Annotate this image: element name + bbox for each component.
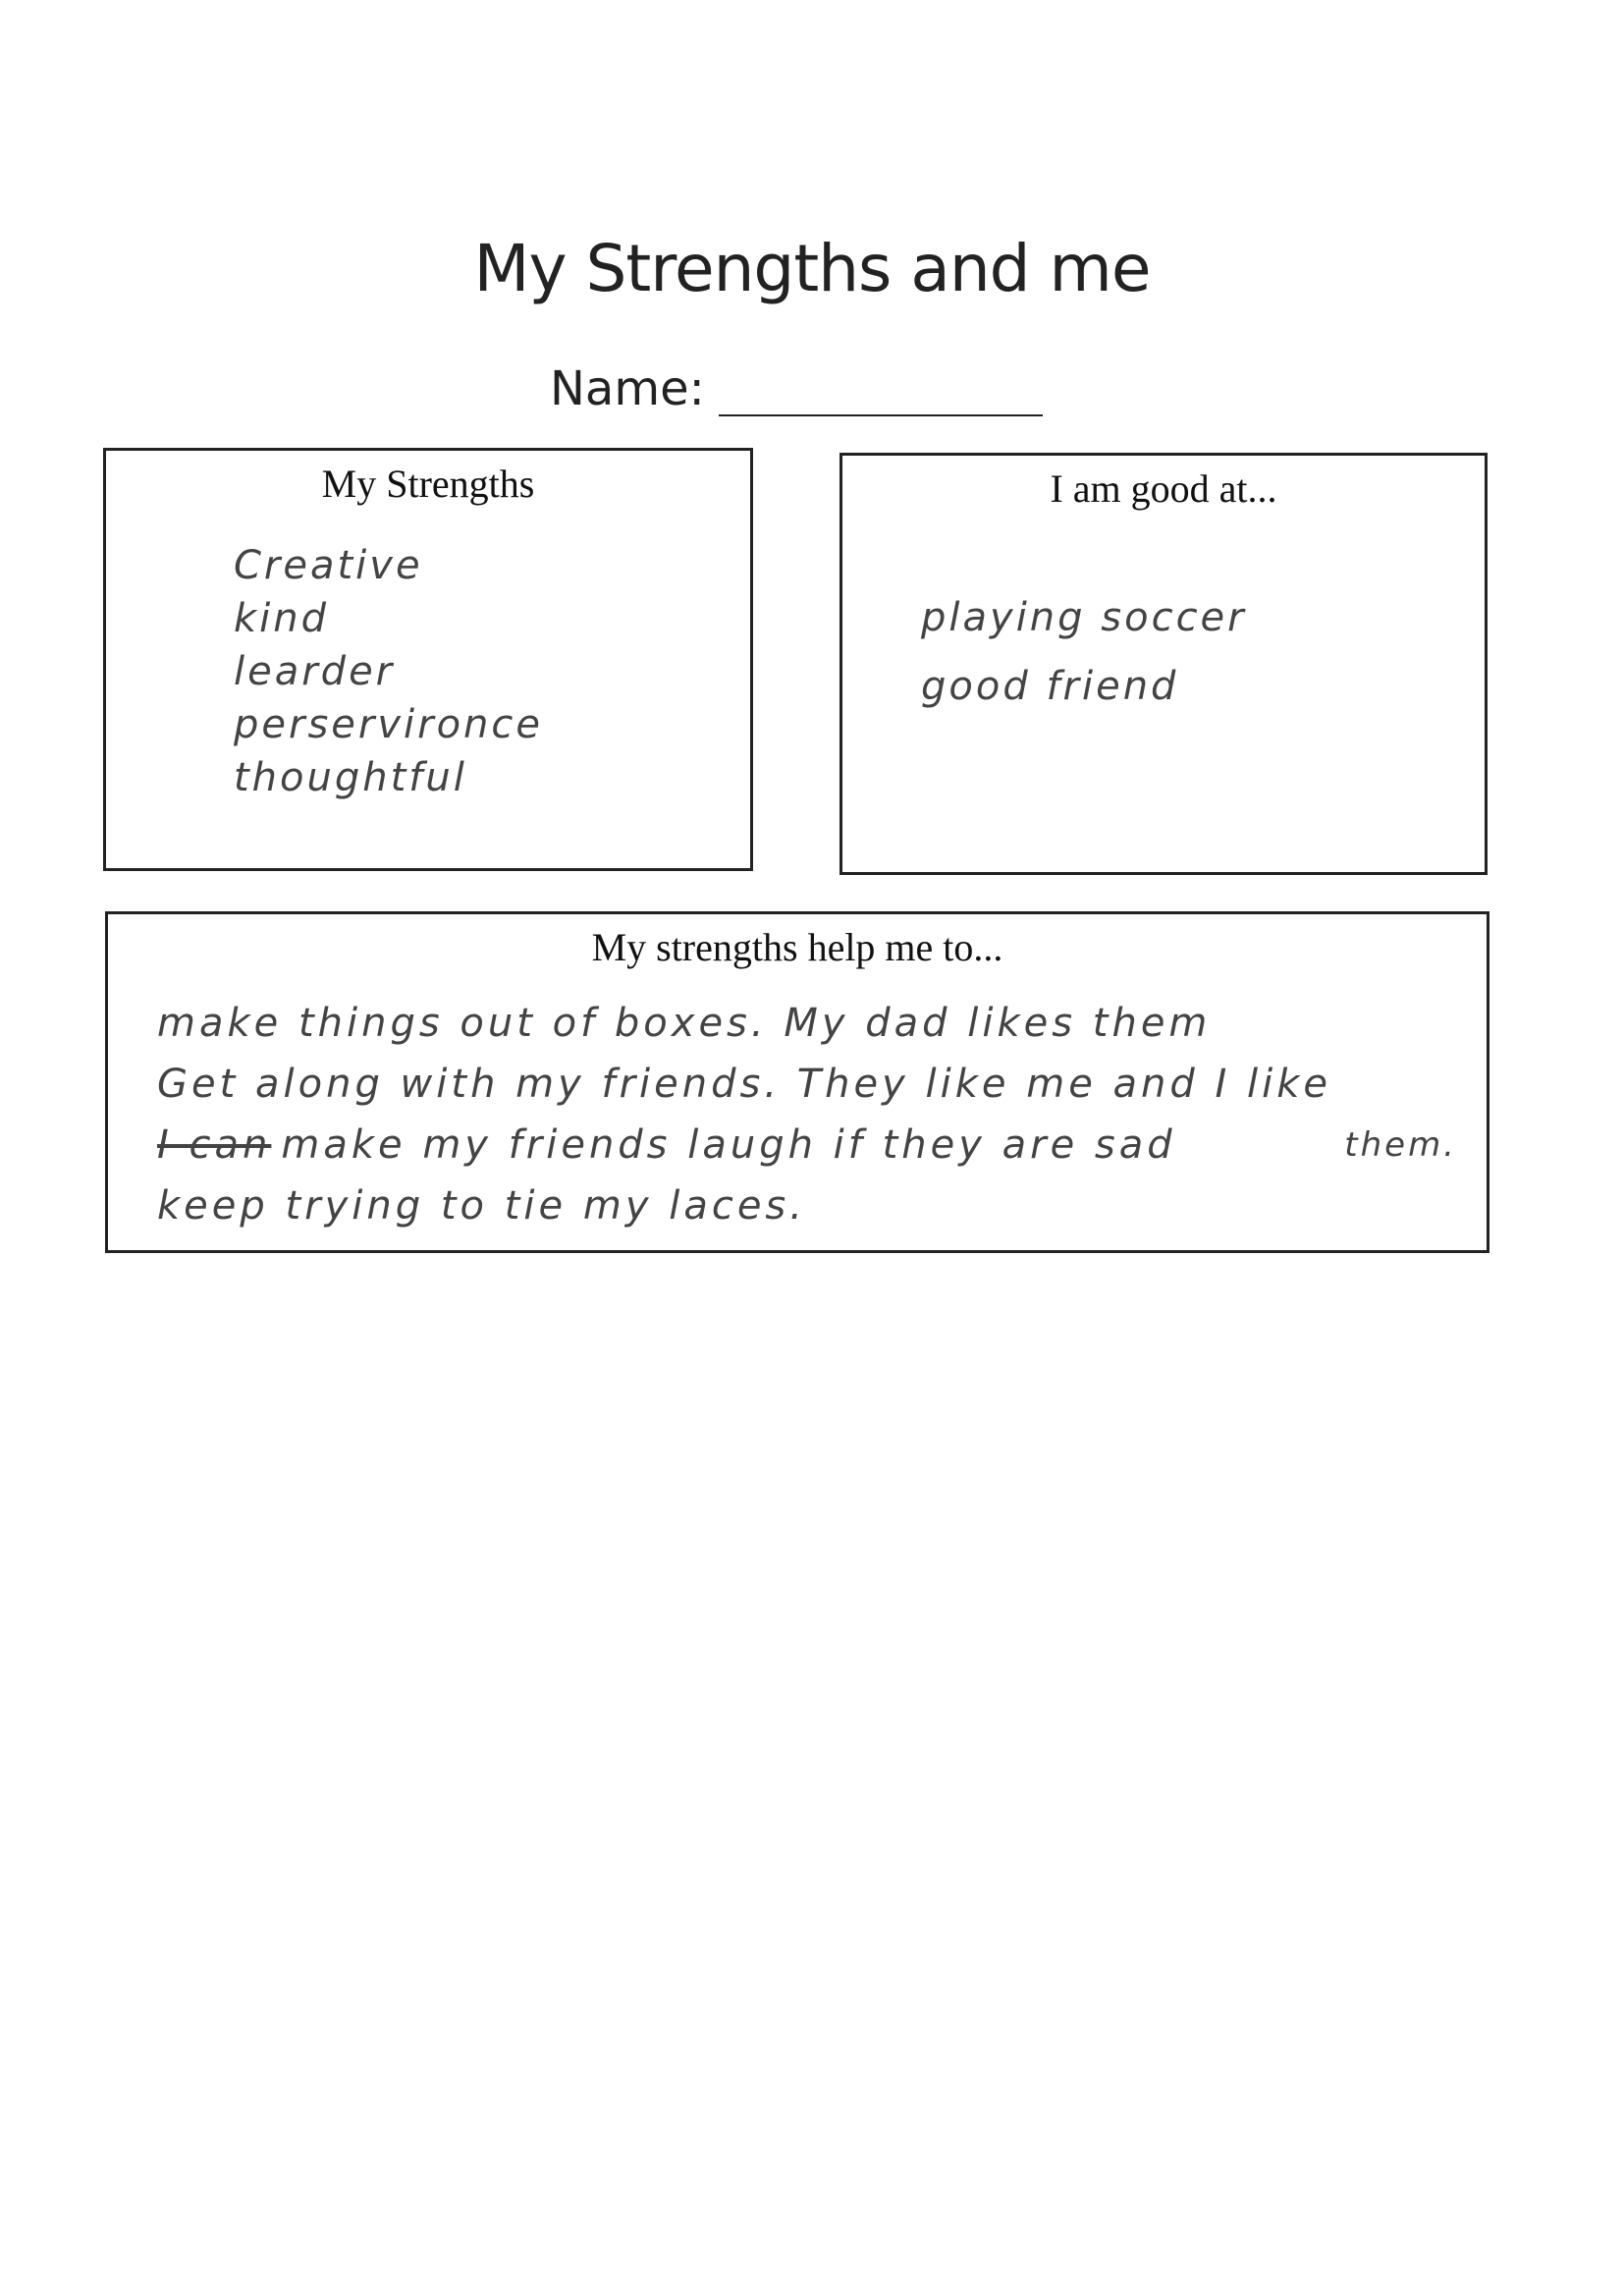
list-item: Get along with my friends. They like me and I like	[157, 1062, 1332, 1107]
list-item: good friend	[921, 664, 1179, 709]
list-item: learder	[234, 649, 396, 694]
line-text: make my friends laugh if they are sad	[281, 1122, 1176, 1168]
good-at-heading: I am good at...	[1050, 466, 1277, 511]
list-item: thoughtful	[234, 755, 467, 800]
list-item: make things out of boxes. My dad likes them	[157, 1001, 1212, 1046]
strengths-help-box	[105, 911, 1489, 1253]
help-lines	[157, 993, 1434, 1236]
name-label: Name:	[550, 361, 705, 416]
list-item: keep trying to tie my laces.	[157, 1183, 806, 1229]
good-at-list	[921, 583, 1247, 721]
name-field	[550, 361, 1043, 416]
page-title: My Strengths and me	[473, 231, 1151, 306]
struck-text: I can	[157, 1122, 272, 1168]
list-item: Creative	[234, 543, 423, 588]
strengths-list	[234, 539, 543, 804]
my-strengths-heading: My Strengths	[321, 462, 535, 506]
margin-note: them.	[1344, 1125, 1457, 1165]
list-item: perservironce	[234, 702, 543, 747]
name-blank-line[interactable]	[719, 363, 1043, 416]
my-strengths-box	[103, 448, 753, 871]
list-item: playing soccer	[921, 595, 1247, 640]
strengths-help-heading: My strengths help me to...	[591, 925, 1003, 969]
list-item: kind	[234, 596, 330, 641]
good-at-box	[839, 453, 1488, 875]
list-item	[157, 1115, 1434, 1175]
